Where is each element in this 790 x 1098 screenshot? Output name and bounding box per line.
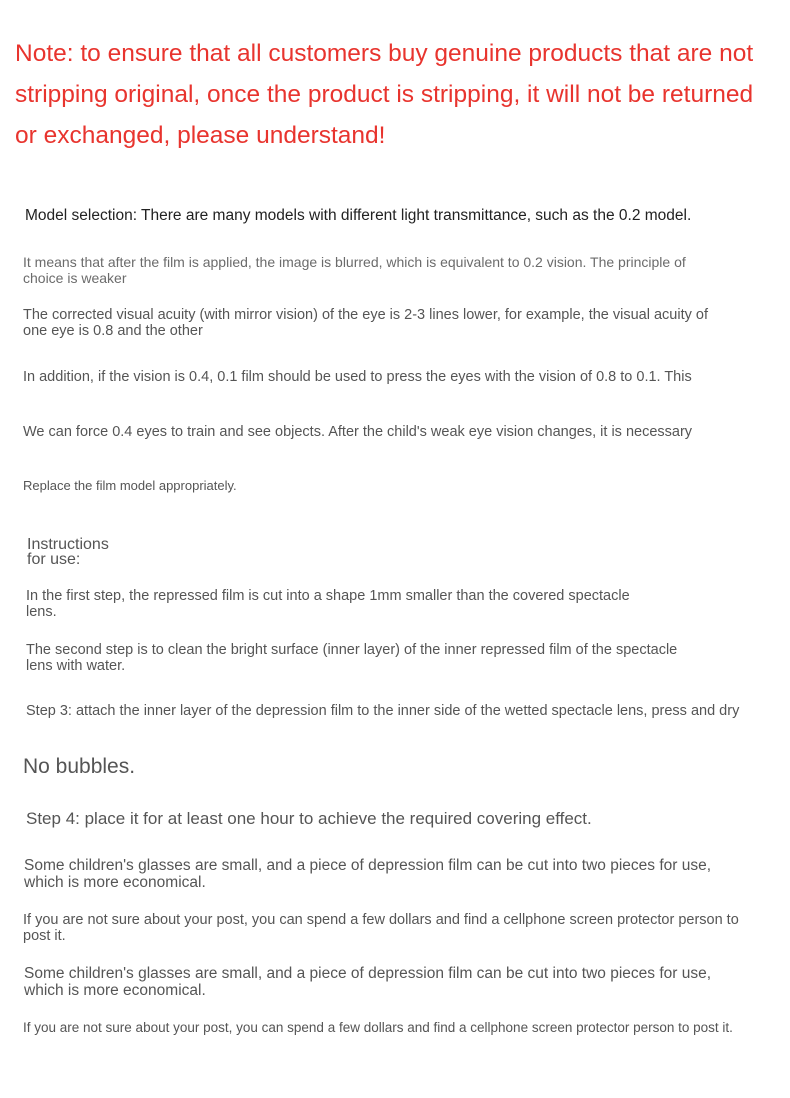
instruction-step-3: Step 3: attach the inner layer of the depression film to the inner side of the wetted spectacle lens, press and dry [26,703,740,719]
instruction-step-2: The second step is to clean the bright surface (inner layer) of the inner repressed film of the spectacle lens with water. [26,642,678,674]
paragraph-force-training: We can force 0.4 eyes to train and see objects. After the child's weak eye vision changes, it is necessary [23,424,693,440]
model-selection-text: Model selection: There are many models with different light transmittance, such as the 0.2 model. [25,207,692,224]
instructions-heading-line-2: for use: [27,551,81,568]
paragraph-vision-equivalent: It means that after the film is applied, the image is blurred, which is equivalent to 0.2 vision. The principle of choice is weaker [23,254,686,286]
return-policy-note: Note: to ensure that all customers buy genuine products that are not stripping original, once the product is stripping, it will not be returned or exchanged, please understand! [15,40,754,149]
instructions-heading [27,537,227,567]
instruction-step-4: Step 4: place it for at least one hour to achieve the required covering effect. [26,809,592,828]
tip-small-glasses-2: Some children's glasses are small, and a piece of depression film can be cut into two pieces for use, which is more economical. [24,965,712,999]
paragraph-corrected-acuity: The corrected visual acuity (with mirror vision) of the eye is 2-3 lines lower, for example, the visual acuity of one eye is 0.8 and the other [23,307,708,339]
tip-small-glasses-1: Some children's glasses are small, and a piece of depression film can be cut into two pieces for use, which is more economical. [24,857,712,891]
instruction-step-1: In the first step, the repressed film is cut into a shape 1mm smaller than the covered spectacle lens. [26,588,630,620]
paragraph-replace-model: Replace the film model appropriately. [23,478,237,493]
instructions-heading-line-1: Instructions [27,536,109,553]
paragraph-film-usage: In addition, if the vision is 0.4, 0.1 film should be used to press the eyes with the vision of 0.8 to 0.1. This [23,369,692,385]
tip-screen-protector-1: If you are not sure about your post, you can spend a few dollars and find a cellphone screen protector person to post it. [23,912,739,944]
tip-screen-protector-2: If you are not sure about your post, you can spend a few dollars and find a cellphone screen protector person to post it. [23,1020,733,1035]
no-bubbles-text: No bubbles. [23,755,136,778]
